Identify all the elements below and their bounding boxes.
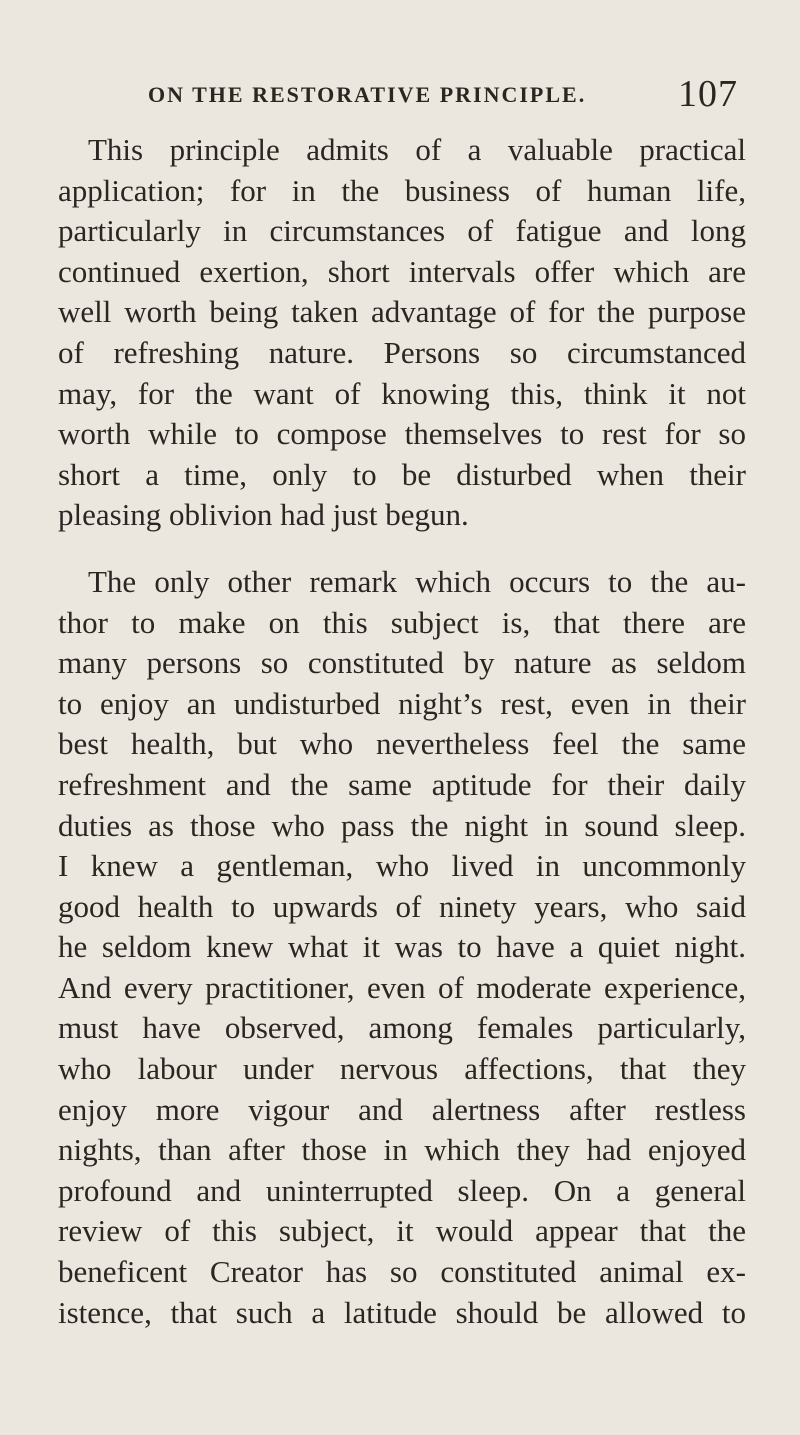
text-line: thor to make on this subject is, that there are bbox=[58, 604, 746, 640]
text-line: good health to upwards of ninety years, who said bbox=[58, 888, 746, 924]
text-line: well worth being taken advantage of for the purpose bbox=[58, 294, 746, 330]
text-line: worth while to compose themselves to rest for so bbox=[58, 416, 746, 452]
running-header bbox=[0, 72, 800, 115]
text-line: who labour under nervous affections, that they bbox=[58, 1051, 746, 1087]
text-line: I knew a gentleman, who lived in uncommonly bbox=[58, 848, 746, 884]
text-line: review of this subject, it would appear that the bbox=[58, 1213, 746, 1249]
text-line: enjoy more vigour and alertness after restless bbox=[58, 1091, 746, 1127]
text-line: to enjoy an undisturbed night’s rest, even in their bbox=[58, 685, 746, 721]
text-line: profound and uninterrupted sleep. On a general bbox=[58, 1172, 746, 1208]
text-line: of refreshing nature. Persons so circumstanced bbox=[58, 334, 746, 370]
text-line: duties as those who pass the night in sound sleep. bbox=[58, 807, 746, 843]
text-line: particularly in circumstances of fatigue and long bbox=[58, 213, 746, 249]
paragraph-2 bbox=[58, 562, 746, 1333]
text-line: The only other remark which occurs to the au- bbox=[88, 563, 746, 599]
text-line: refreshment and the same aptitude for their daily bbox=[58, 766, 746, 802]
text-line: beneficent Creator has so constituted animal ex- bbox=[58, 1254, 746, 1290]
text-line: nights, than after those in which they had enjoyed bbox=[58, 1132, 746, 1168]
page-number: 107 bbox=[678, 73, 738, 115]
text-line: And every practitioner, even of moderate experience, bbox=[58, 969, 746, 1005]
text-line: best health, but who nevertheless feel the same bbox=[58, 726, 746, 762]
text-line: This principle admits of a valuable practical bbox=[88, 132, 746, 167]
text-line: pleasing oblivion had just begun. bbox=[58, 497, 469, 533]
text-line: short a time, only to be disturbed when their bbox=[58, 456, 746, 492]
running-title: ON THE RESTORATIVE PRINCIPLE. bbox=[148, 82, 587, 107]
text-line: application; for in the business of human life, bbox=[58, 172, 746, 208]
body-text bbox=[58, 130, 746, 1333]
text-line: istence, that such a latitude should be allowed to bbox=[58, 1294, 746, 1330]
text-line: many persons so constituted by nature as seldom bbox=[58, 645, 746, 681]
text-line: must have observed, among females particularly, bbox=[58, 1010, 746, 1046]
paragraph-1 bbox=[58, 130, 746, 536]
text-line: he seldom knew what it was to have a quiet night. bbox=[58, 929, 746, 965]
paragraph-gap bbox=[58, 536, 746, 562]
text-line: may, for the want of knowing this, think it not bbox=[58, 375, 746, 411]
text-line: continued exertion, short intervals offer which are bbox=[58, 253, 746, 289]
